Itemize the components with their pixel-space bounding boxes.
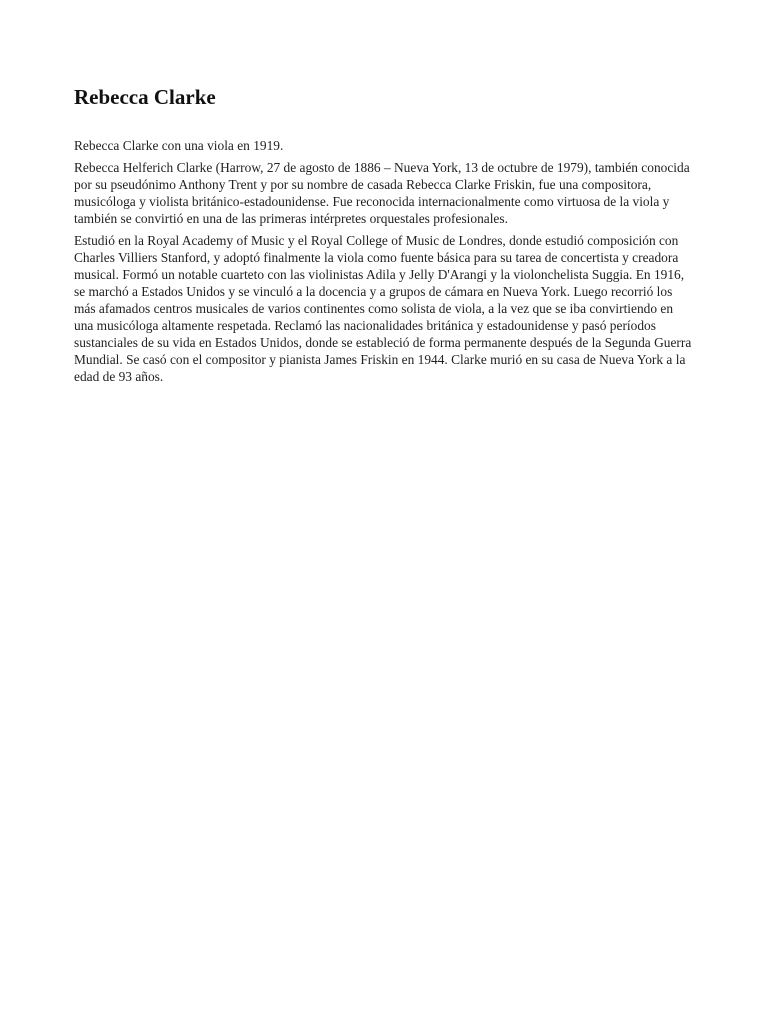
- document-title: Rebecca Clarke: [74, 85, 216, 109]
- paragraph-intro: Rebecca Helferich Clarke (Harrow, 27 de agosto de 1886 – Nueva York, 13 de octubre de 1979), también conocida por su pseudónimo Anthony Trent y por su nombre de casada Rebecca Clarke Friskin, fue una compositora, musicóloga y violista británico-estadounidense. Fue reconocida internacionalmente como virtuosa de la viola y también se convirtió en una de las primeras intérpretes orquestales profesionales.: [74, 160, 690, 226]
- document-page: [74, 84, 694, 390]
- image-caption: Rebecca Clarke con una viola en 1919.: [74, 138, 284, 153]
- paragraph-biography: Estudió en la Royal Academy of Music y el Royal College of Music de Londres, donde estudió composición con Charles Villiers Stanford, y adoptó finalmente la viola como fuente básica para su tarea de concertista y creadora musical. Formó un notable cuarteto con las violinistas Adila y Jelly D'Arangi y la violonchelista Suggia. En 1916, se marchó a Estados Unidos y se vinculó a la docencia y a grupos de cámara en Nueva York. Luego recorrió los más afamados centros musicales de varios continentes como solista de viola, a la vez que se iba convirtiendo en una musicóloga altamente respetada. Reclamó las nacionalidades británica y estadounidense y pasó períodos sustanciales de su vida en Estados Unidos, donde se estableció de forma permanente después de la Segunda Guerra Mundial. Se casó con el compositor y pianista James Friskin en 1944. Clarke murió en su casa de Nueva York a la edad de 93 años.: [74, 233, 692, 384]
